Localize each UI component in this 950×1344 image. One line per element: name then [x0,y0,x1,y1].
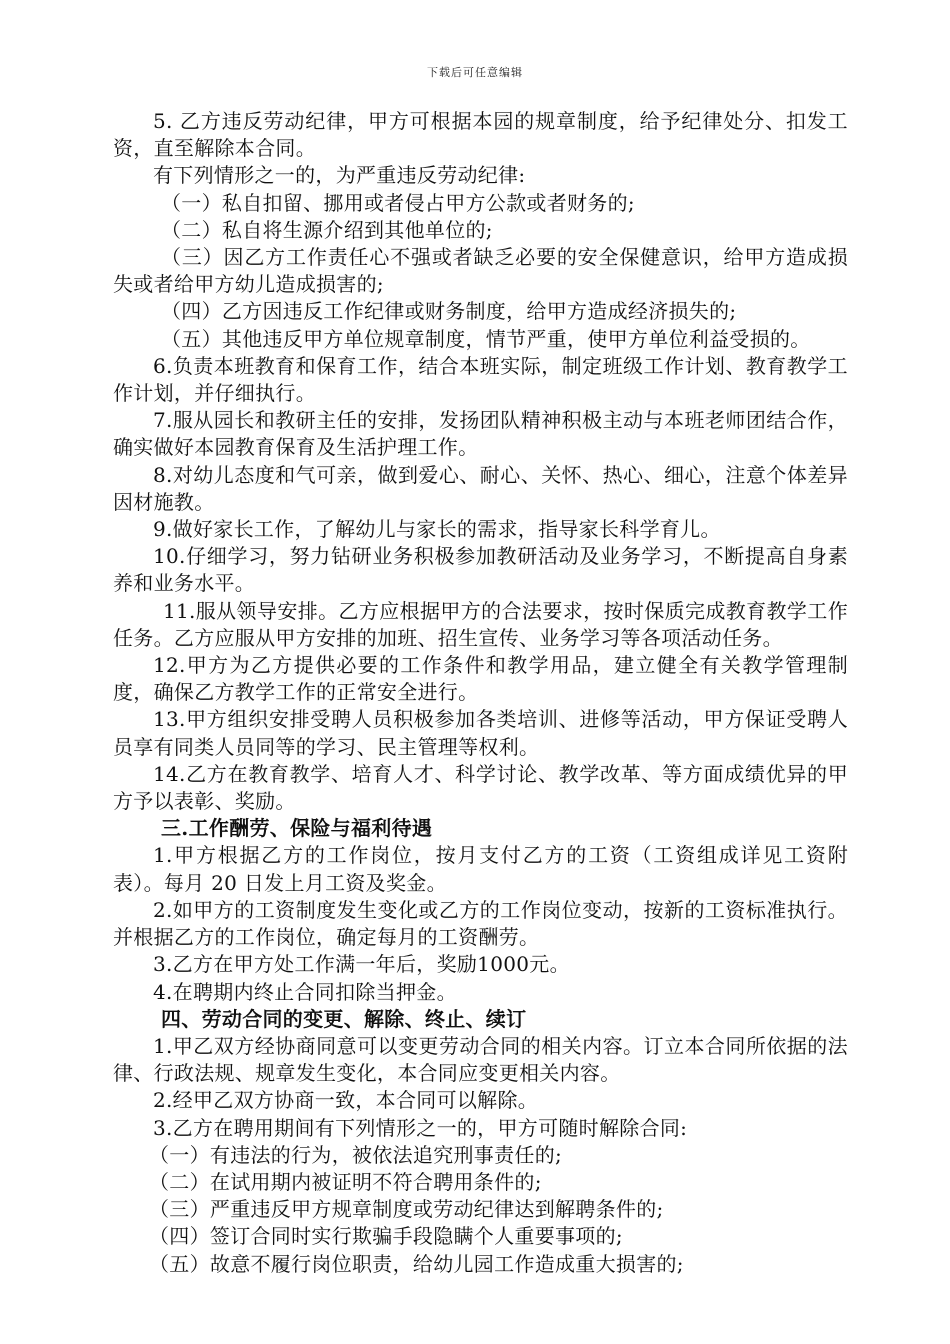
paragraph-s3-4: 4.在聘期内终止合同扣除当押金。 [153,979,457,1004]
list-item-3: （三）因乙方工作责任心不强或者缺乏必要的安全保健意识，给甲方造成损失或者给甲方幼儿造成损害的; [113,245,848,297]
paragraph-serious-violation-intro: 有下列情形之一的，为严重违反劳动纪律: [153,163,526,188]
list-item-5: （五）其他违反甲方单位规章制度，情节严重，使甲方单位利益受损的。 [161,326,811,351]
paragraph-s3-2: 2.如甲方的工资制度发生变化或乙方的工作岗位变动，按新的工资标准执行。并根据乙方的工作岗位，确定每月的工资酬劳。 [113,897,848,950]
paragraph-s3-3: 3.乙方在甲方处工作满一年后，奖励1000元。 [153,952,570,977]
paragraph-14: 14.乙方在教育教学、培育人才、科学讨论、教学改革、等方面成绩优异的甲方予以表彰、奖励。 [113,761,848,814]
paragraph-12: 12.甲方为乙方提供必要的工作条件和教学用品，建立健全有关教学管理制度，确保乙方教学工作的正常安全进行。 [113,653,848,705]
termination-item-1: （一）有违法的行为，被依法追究刑事责任的; [149,1142,563,1167]
paragraph-s3-1: 1.甲方根据乙方的工作岗位，按月支付乙方的工资（工资组成详见工资附表）。每月 20 日发上月工资及奖金。 [113,843,848,895]
paragraph-6: 6.负责本班教育和保育工作，结合本班实际，制定班级工作计划、教育教学工作计划，并仔细执行。 [113,353,848,406]
section-heading-4: 四、劳动合同的变更、解除、终止、续订 [161,1006,527,1031]
paragraph-9: 9.做好家长工作，了解幼儿与家长的需求，指导家长科学育儿。 [153,517,721,542]
list-item-1: （一）私自扣留、挪用或者侵占甲方公款或者财务的; [161,190,635,215]
document-body [113,108,848,1278]
termination-item-5: （五）故意不履行岗位职责，给幼儿园工作造成重大损害的; [149,1251,684,1276]
list-item-2: （二）私自将生源介绍到其他单位的; [161,217,493,242]
list-item-4: （四）乙方因违反工作纪律或财务制度，给甲方造成经济损失的; [161,299,737,324]
termination-item-4: （四）签订合同时实行欺骗手段隐瞒个人重要事项的; [149,1224,623,1249]
paragraph-5: 5. 乙方违反劳动纪律，甲方可根据本园的规章制度，给予纪律处分、扣发工资，直至解除本合同。 [113,109,848,161]
paragraph-10: 10.仔细学习，努力钻研业务积极参加教研活动及业务学习，不断提高自身素养和业务水平。 [113,544,848,596]
section-heading-3: 三.工作酬劳、保险与福利待遇 [161,816,433,841]
paragraph-7: 7.服从园长和教研主任的安排，发扬团队精神积极主动与本班老师团结合作，确实做好本园教育保育及生活护理工作。 [113,408,848,460]
termination-item-2: （二）在试用期内被证明不符合聘用条件的; [149,1169,542,1194]
paragraph-11: 11.服从领导安排。乙方应根据甲方的合法要求，按时保质完成教育教学工作任务。乙方应服从甲方安排的加班、招生宣传、业务学习等各项活动任务。 [113,598,848,650]
paragraph-13: 13.甲方组织安排受聘人员积极参加各类培训、进修等活动，甲方保证受聘人员享有同类人员同等的学习、民主管理等权利。 [113,707,848,759]
paragraph-s4-2: 2.经甲乙双方协商一致，本合同可以解除。 [153,1088,539,1113]
page-header-note: 下载后可任意编辑 [427,66,523,79]
paragraph-s4-1: 1.甲乙双方经协商同意可以变更劳动合同的相关内容。订立本合同所依据的法律、行政法规、规章发生变化，本合同应变更相关内容。 [113,1033,848,1086]
paragraph-8: 8.对幼儿态度和气可亲，做到爱心、耐心、关怀、热心、细心，注意个体差异因材施教。 [113,462,848,514]
paragraph-s4-3: 3.乙方在聘用期间有下列情形之一的，甲方可随时解除合同: [153,1115,688,1140]
termination-item-3: （三）严重违反甲方规章制度或劳动纪律达到解聘条件的; [149,1197,664,1222]
